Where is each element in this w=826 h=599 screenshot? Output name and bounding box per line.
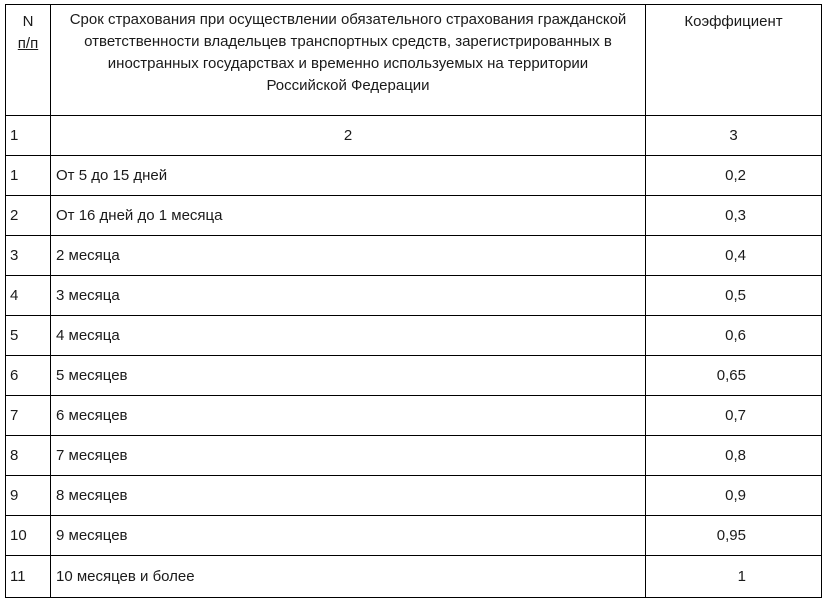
table-row — [6, 156, 822, 196]
row-number: 9 — [6, 476, 51, 516]
row-coefficient: 0,8 — [646, 436, 822, 476]
row-coefficient: 0,9 — [646, 476, 822, 516]
column-index-row — [6, 116, 822, 156]
row-term: 9 месяцев — [51, 516, 646, 556]
row-number: 10 — [6, 516, 51, 556]
header-number-n: N — [22, 13, 34, 30]
row-coefficient: 0,7 — [646, 396, 822, 436]
header-number — [6, 5, 51, 116]
header-term: Срок страхования при осуществлении обязательного страхования гражданской ответственности владельцев транспортных средств, зарегистрированных в иностранных государствах и временно используемых на территории Российской Федерации — [51, 5, 646, 116]
table-row — [6, 356, 822, 396]
row-number: 11 — [6, 556, 51, 598]
row-term: 3 месяца — [51, 276, 646, 316]
table-row — [6, 196, 822, 236]
row-number: 5 — [6, 316, 51, 356]
row-coefficient: 0,6 — [646, 316, 822, 356]
row-term: 10 месяцев и более — [51, 556, 646, 598]
row-coefficient: 0,65 — [646, 356, 822, 396]
table-row — [6, 436, 822, 476]
column-index-2: 2 — [51, 116, 646, 156]
row-number: 2 — [6, 196, 51, 236]
row-term: 6 месяцев — [51, 396, 646, 436]
row-coefficient: 0,5 — [646, 276, 822, 316]
row-term: 2 месяца — [51, 236, 646, 276]
table-row — [6, 276, 822, 316]
row-term: От 16 дней до 1 месяца — [51, 196, 646, 236]
table-row — [6, 316, 822, 356]
header-number-pp: п/п — [17, 35, 39, 52]
row-coefficient: 0,95 — [646, 516, 822, 556]
table-row — [6, 476, 822, 516]
table-header-row — [6, 5, 822, 116]
row-term: 5 месяцев — [51, 356, 646, 396]
table-row — [6, 556, 822, 598]
header-coefficient: Коэффициент — [646, 5, 822, 116]
row-term: 8 месяцев — [51, 476, 646, 516]
row-term: 7 месяцев — [51, 436, 646, 476]
column-index-3: 3 — [646, 116, 822, 156]
row-number: 1 — [6, 156, 51, 196]
row-term: От 5 до 15 дней — [51, 156, 646, 196]
row-number: 4 — [6, 276, 51, 316]
row-number: 3 — [6, 236, 51, 276]
table-row — [6, 516, 822, 556]
row-number: 8 — [6, 436, 51, 476]
row-coefficient: 0,3 — [646, 196, 822, 236]
column-index-1: 1 — [6, 116, 51, 156]
row-coefficient: 0,4 — [646, 236, 822, 276]
coefficient-table — [5, 4, 822, 598]
table-row — [6, 396, 822, 436]
row-term: 4 месяца — [51, 316, 646, 356]
table-row — [6, 236, 822, 276]
row-number: 6 — [6, 356, 51, 396]
row-number: 7 — [6, 396, 51, 436]
row-coefficient: 1 — [646, 556, 822, 598]
row-coefficient: 0,2 — [646, 156, 822, 196]
